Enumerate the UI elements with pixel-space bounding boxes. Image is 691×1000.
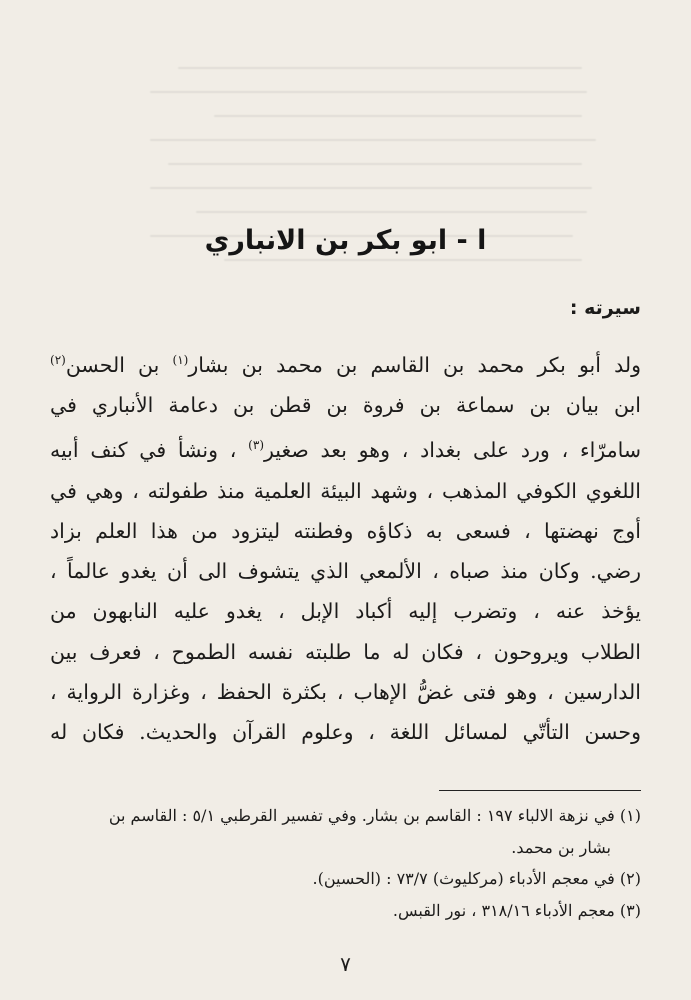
text-line: اللغوي الكوفي المذهب ، وشهد البيئة العلمية منذ طفولته ، وهي في: [50, 478, 641, 503]
text-line: ابن بيان بن سماعة بن فروة بن قطن بن دعامة الأنباري في: [50, 393, 641, 418]
text-line: [50, 340, 641, 385]
text-line: الدارسين ، وهو فتى غضُّ الإهاب ، بكثرة الحفظ ، وغزارة الرواية ،: [50, 680, 641, 705]
text-line: الطلاب ويروحون ، فكان له ما طلبته نفسه الطموح ، فعرف بين: [50, 639, 641, 664]
text-segment: بن الحسن: [65, 352, 173, 377]
chapter-title: ا - ابو بكر بن الانباري: [204, 225, 487, 256]
body-text: [50, 340, 641, 753]
text-segment: ولد أبو بكر محمد بن القاسم بن محمد بن بشار: [188, 352, 641, 377]
bleed-through-text: [150, 45, 610, 325]
text-line: يؤخذ عنه ، وتضرب إليه أكباد الإبل ، يغدو عليه النابهون من: [50, 599, 641, 624]
footnote-marker: (١): [172, 353, 189, 367]
footnote-line: (٣) معجم الأدباء ٣١٨/١٦ ، نور القبس.: [392, 900, 641, 920]
footnote-divider: [439, 790, 641, 791]
footnote-marker: (٢): [50, 353, 66, 367]
footnote-line: (١) في نزهة الالباء ١٩٧ : القاسم بن بشار. وفي تفسير القرطبي ٥/١ : القاسم بن: [108, 806, 641, 825]
text-line: رضي. وكان منذ صباه ، الألمعي الذي يتشوف الى أن يغدو عالماً ،: [50, 559, 641, 584]
page-number: ٧: [340, 952, 351, 976]
text-line: أوج نهضتها ، فسعى به ذكاؤه وفطنته ليتزود من هذا العلم بزاد: [50, 518, 641, 543]
text-segment: سامرّاء ، ورد على بغداد ، وهو بعد صغير: [264, 438, 641, 463]
text-line: وحسن التأتّي لمسائل اللغة ، وعلوم القرآن والحديث. فكان له: [50, 720, 641, 745]
footnote-line: (٢) في معجم الأدباء (مركليوث) ٧٣/٧ : (الحسين).: [312, 869, 641, 888]
section-heading: سيرته :: [569, 297, 641, 319]
footnote-line: بشار بن محمد.: [511, 837, 611, 857]
footnote-marker: (٣): [248, 438, 264, 453]
text-segment: ، ونشأ في كنف أبيه: [50, 438, 249, 463]
footnotes: [50, 800, 641, 926]
text-line: [50, 425, 641, 470]
